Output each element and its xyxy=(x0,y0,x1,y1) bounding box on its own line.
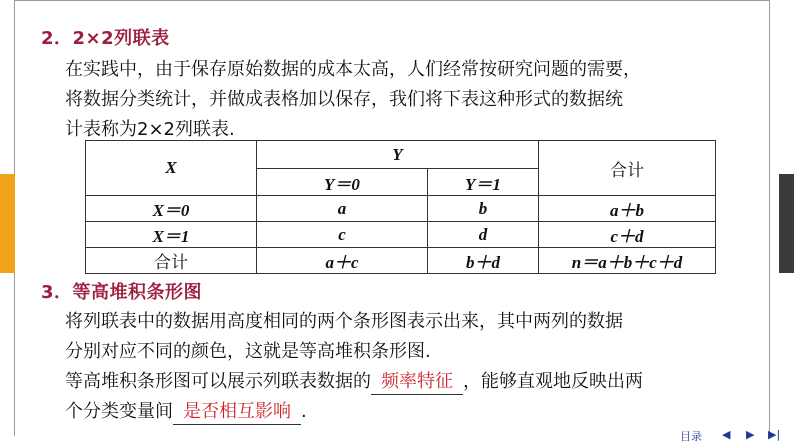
menu-link[interactable]: 目录 xyxy=(680,430,702,443)
row-label: X＝1 xyxy=(86,222,257,248)
line-3-suffix: ，能够直观地反映出两 xyxy=(463,371,643,392)
header-y: Y xyxy=(257,141,539,169)
cell: a＋c xyxy=(257,248,428,274)
line-3-prefix: 等高堆积条形图可以展示列联表数据的 xyxy=(65,371,371,392)
header-x: X xyxy=(86,141,257,196)
cell: a＋b xyxy=(539,196,716,222)
section-2-line-3: 计表称为2×2列联表. xyxy=(65,119,235,140)
header-total: 合计 xyxy=(539,141,716,196)
cell: c＋d xyxy=(539,222,716,248)
section-3-line-3 xyxy=(65,370,643,395)
line-4-prefix: 个分类变量间 xyxy=(65,401,173,422)
section-2-line-1: 在实践中，由于保存原始数据的成本太高，人们经常按研究问题的需要， xyxy=(65,59,641,80)
section-3-title: 3．等高堆积条形图 xyxy=(41,282,203,303)
cell: a xyxy=(257,196,428,222)
line-4-suffix: . xyxy=(301,401,307,422)
row-label: 合计 xyxy=(86,248,257,274)
prev-page-icon[interactable]: ◀ xyxy=(722,428,731,441)
cell: b xyxy=(428,196,539,222)
frame-top-border xyxy=(14,0,770,1)
table-row xyxy=(86,222,716,248)
left-side-tab xyxy=(0,174,15,273)
table-row xyxy=(86,248,716,274)
cell: d xyxy=(428,222,539,248)
next-page-icon[interactable]: ▶ xyxy=(746,428,755,441)
section-2-title: 2．2×2列联表 xyxy=(41,28,170,49)
frame-right-border xyxy=(769,0,770,436)
cell: b＋d xyxy=(428,248,539,274)
section-2-line-2: 将数据分类统计，并做成表格加以保存，我们将下表这种形式的数据统 xyxy=(65,89,623,110)
section-3-line-4 xyxy=(65,400,307,425)
table-row xyxy=(86,196,716,222)
section-3-line-1: 将列联表中的数据用高度相同的两个条形图表示出来，其中两列的数据 xyxy=(65,311,623,332)
row-label: X＝0 xyxy=(86,196,257,222)
cell: n＝a＋b＋c＋d xyxy=(539,248,716,274)
fill-blank-1: 频率特征 xyxy=(371,370,463,395)
last-page-icon[interactable]: ▶| xyxy=(768,428,781,441)
section-3-line-2: 分别对应不同的颜色，这就是等高堆积条形图. xyxy=(65,341,431,362)
contingency-table xyxy=(85,140,716,274)
fill-blank-2: 是否相互影响 xyxy=(173,400,301,425)
cell: c xyxy=(257,222,428,248)
header-y1: Y＝1 xyxy=(428,169,539,196)
right-side-tab xyxy=(779,174,794,273)
header-y0: Y＝0 xyxy=(257,169,428,196)
